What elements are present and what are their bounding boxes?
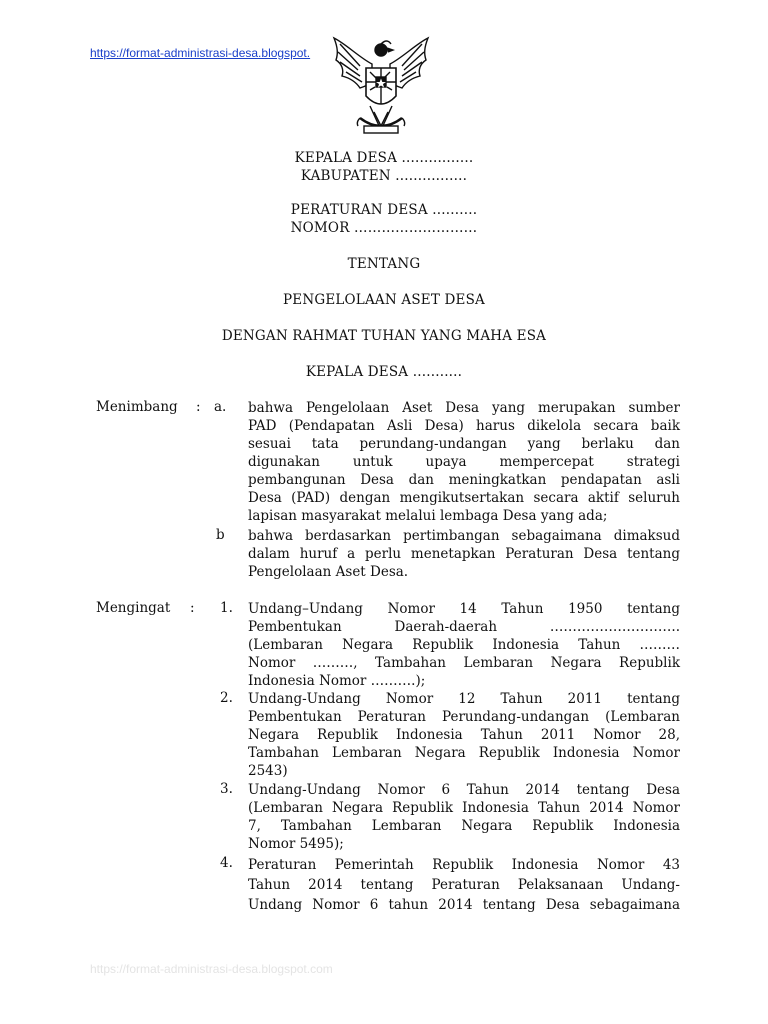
- heading-kepala-desa-2: KEPALA DESA ...........: [305, 364, 463, 380]
- text-line: 7, Tambahan Lembaran Negara Republik Indonesia: [248, 818, 680, 834]
- menimbang-item-a: [248, 399, 680, 525]
- text-line: Desa (PAD) dengan mengikutsertakan secara aktif seluruh: [248, 490, 680, 506]
- mengingat-marker-3: 3.: [220, 781, 233, 797]
- mengingat-item-3: [248, 781, 680, 853]
- document-title: PENGELOLAAN ASET DESA: [282, 292, 485, 308]
- menimbang-marker-a: a.: [214, 399, 227, 415]
- text-line: Tahun 2014 tentang Peraturan Pelaksanaan Undang-: [248, 877, 680, 893]
- text-line: 2543): [248, 763, 288, 779]
- heading-nomor: NOMOR ………………………: [290, 220, 478, 236]
- text-line: dalam huruf a perlu menetapkan Peraturan Desa tentang: [248, 546, 680, 562]
- watermark-link: https://format-administrasi-desa.blogspot.com: [90, 962, 333, 976]
- text-line: pembangunan Desa dan meningkatkan pendapatan asli: [248, 472, 680, 488]
- menimbang-marker-b: b: [216, 527, 225, 543]
- mengingat-item-4: [248, 855, 680, 915]
- heading-kabupaten: KABUPATEN ................: [300, 168, 468, 184]
- text-line: Negara Republik Indonesia Tahun 2011 Nomor 28,: [248, 727, 680, 743]
- text-line: Tambahan Lembaran Negara Republik Indonesia Nomor: [248, 745, 680, 761]
- mengingat-marker-4: 4.: [220, 855, 233, 871]
- mengingat-item-2: [248, 690, 680, 780]
- heading-tentang: TENTANG: [347, 256, 421, 272]
- mengingat-item-1: [248, 600, 680, 690]
- text-line: Nomor 5495);: [248, 836, 344, 852]
- text-line: Pembentukan Peraturan Perundang-undangan (Lembaran: [248, 709, 680, 725]
- text-line: Undang–Undang Nomor 14 Tahun 1950 tentang: [248, 601, 680, 617]
- text-line: Peraturan Pemerintah Republik Indonesia Nomor 43: [248, 857, 680, 873]
- mengingat-colon: :: [190, 600, 195, 616]
- text-line: digunakan untuk upaya mempercepat strategi: [248, 454, 680, 470]
- menimbang-label: Menimbang: [96, 399, 178, 415]
- text-line: Pembentukan Daerah-daerah ………………………..: [248, 619, 680, 635]
- text-line: Undang-Undang Nomor 6 Tahun 2014 tentang Desa: [248, 782, 680, 798]
- text-line: bahwa berdasarkan pertimbangan sebagaimana dimaksud: [248, 528, 680, 544]
- heading-peraturan: PERATURAN DESA ..........: [290, 202, 478, 218]
- text-line: Undang Nomor 6 tahun 2014 tentang Desa sebagaimana: [248, 897, 680, 913]
- text-line: Pengelolaan Aset Desa.: [248, 564, 409, 580]
- text-line: sesuai tata perundang-undangan yang berlaku dan: [248, 436, 680, 452]
- text-line: lapisan masyarakat melalui lembaga Desa yang ada;: [248, 508, 608, 524]
- menimbang-colon: :: [196, 399, 201, 415]
- mengingat-label: Mengingat: [96, 600, 171, 616]
- garuda-emblem-icon: [330, 34, 432, 144]
- text-line: Undang-Undang Nomor 12 Tahun 2011 tentang: [248, 691, 680, 707]
- mengingat-marker-1: 1.: [220, 600, 233, 616]
- mengingat-marker-2: 2.: [220, 690, 233, 706]
- menimbang-item-b: [248, 527, 680, 581]
- heading-kepala-desa: KEPALA DESA ................: [294, 150, 474, 166]
- text-line: (Lembaran Negara Republik Indonesia Tahun ………: [248, 637, 680, 653]
- text-line: Nomor ………, Tambahan Lembaran Negara Republik: [248, 655, 680, 671]
- text-line: Indonesia Nomor ……….);: [248, 673, 426, 689]
- text-line: (Lembaran Negara Republik Indonesia Tahun 2014 Nomor: [248, 800, 680, 816]
- text-line: PAD (Pendapatan Asli Desa) harus dikelola secara baik: [248, 418, 680, 434]
- heading-rahmat: DENGAN RAHMAT TUHAN YANG MAHA ESA: [221, 328, 547, 344]
- blog-link[interactable]: https://format-administrasi-desa.blogspot.: [90, 46, 311, 60]
- text-line: bahwa Pengelolaan Aset Desa yang merupakan sumber: [248, 400, 680, 416]
